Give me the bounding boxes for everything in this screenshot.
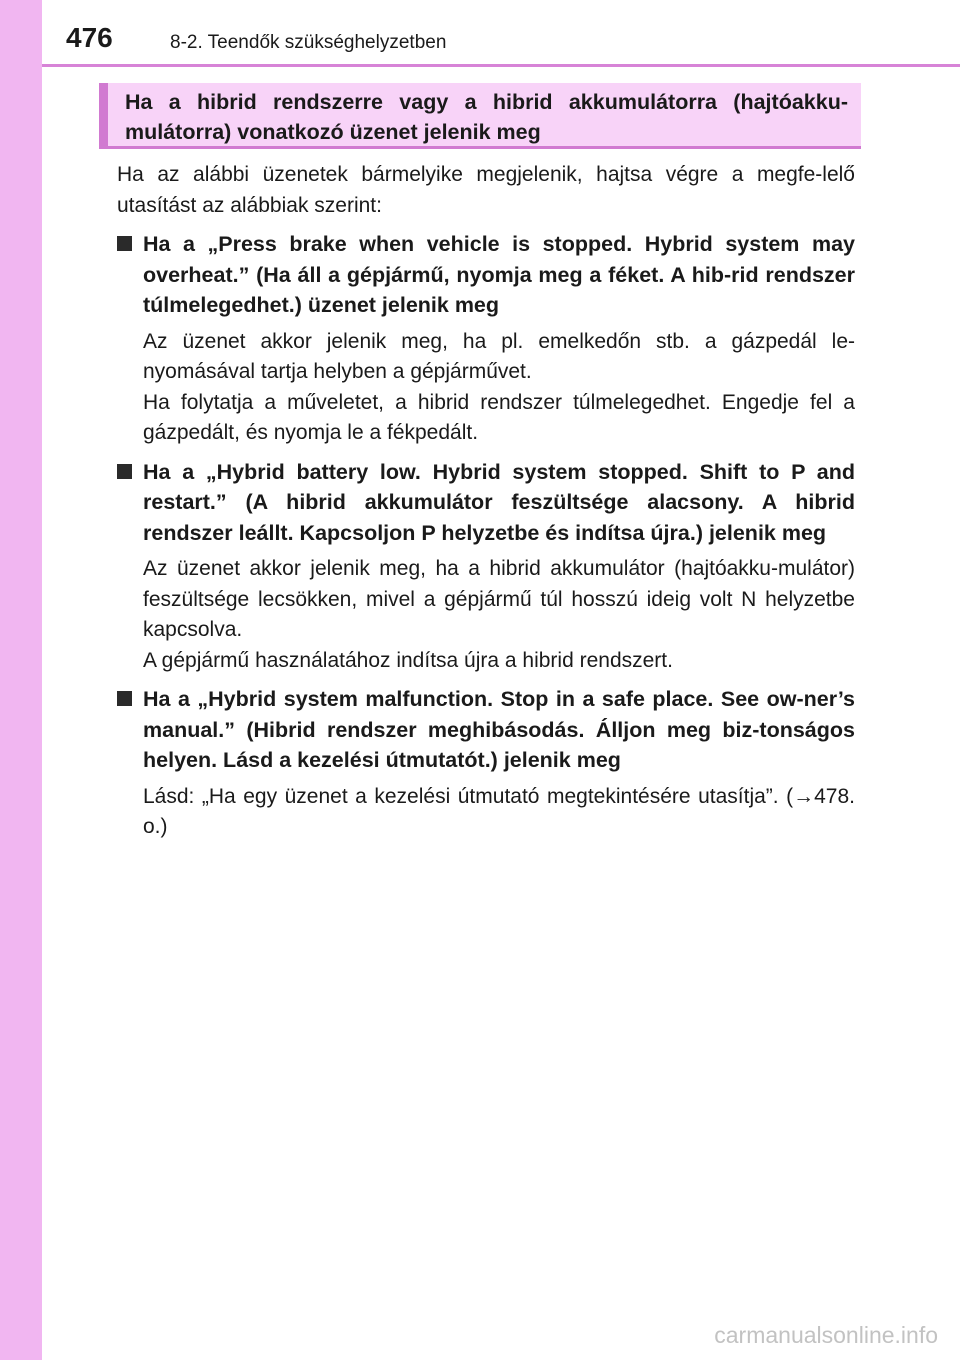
item-body: Az üzenet akkor jelenik meg, ha pl. emelkedőn stb. a gázpedál le-nyomásával tartja helyben a gépjárművet. xyxy=(143,329,855,383)
item-body: Ha folytatja a műveletet, a hibrid rendszer túlmelegedhet. Engedje fel a gázpedált, és nyomja le a fékpedált. xyxy=(143,390,855,444)
item-body: Az üzenet akkor jelenik meg, ha a hibrid akkumulátor (hajtóakku-mulátor) feszültsége lecsökken, mivel a gépjármű túl hosszú ideig volt N helyzetbe kapcsolva. xyxy=(143,557,855,641)
page-number: 476 xyxy=(66,22,113,53)
section-heading: Ha a hibrid rendszerre vagy a hibrid akkumulátorra (hajtóakku-mulátorra) vonatkozó üzenet jelenik meg xyxy=(125,90,848,144)
header-rule xyxy=(42,64,960,67)
item-heading: Ha a „Hybrid battery low. Hybrid system stopped. Shift to P and restart.” (A hibrid akkumulátor feszültsége alacsony. A hibrid rendszer leállt. Kapcsoljon P helyzetbe és indítsa újra.) jelenik meg xyxy=(143,459,855,545)
message-item-malfunction xyxy=(117,684,855,843)
intro-paragraph: Ha az alábbi üzenetek bármelyike megjelenik, hajtsa végre a megfe-lelő utasítást az alábbiak szerint: xyxy=(117,163,855,217)
square-bullet-icon xyxy=(117,464,132,479)
square-bullet-icon xyxy=(117,691,132,706)
item-heading: Ha a „Press brake when vehicle is stopped. Hybrid system may overheat.” (Ha áll a gépjármű, nyomja meg a féket. A hib-rid rendszer túlmelegedhet.) üzenet jelenik meg xyxy=(143,232,855,317)
item-body-reference: Lásd: „Ha egy üzenet a kezelési útmutató megtekintésére utasítja”. (→478. o.) xyxy=(143,784,855,838)
item-body: A gépjármű használatához indítsa újra a hibrid rendszert. xyxy=(143,648,673,672)
watermark: carmanualsonline.info xyxy=(714,1322,938,1348)
item-heading: Ha a „Hybrid system malfunction. Stop in a safe place. See ow-ner’s manual.” (Hibrid rendszer meghibásodás. Álljon meg biz-tonságos helyen. Lásd a kezelési útmutatót.) jelenik meg xyxy=(143,687,855,772)
chapter-side-strip xyxy=(0,0,42,1360)
message-item-brake xyxy=(117,229,855,449)
square-bullet-icon xyxy=(117,236,132,251)
section-heading-box xyxy=(99,83,861,149)
page-content xyxy=(117,160,855,851)
message-item-battery-low xyxy=(117,457,855,677)
chapter-title: 8-2. Teendők szükséghelyzetben xyxy=(170,32,447,53)
